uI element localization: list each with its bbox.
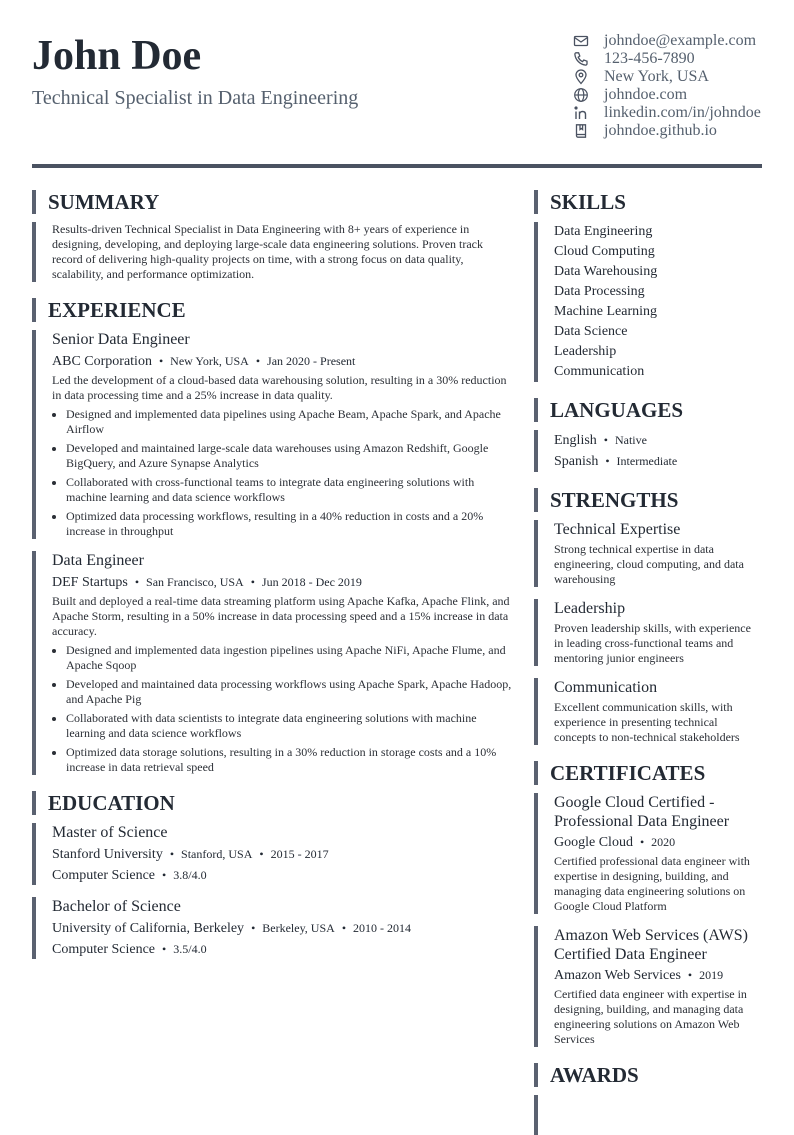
- job-dates: Jun 2018 - Dec 2019: [261, 575, 362, 589]
- certificate-issuer: Google Cloud: [554, 835, 633, 850]
- awards-heading: AWARDS: [534, 1063, 762, 1087]
- summary-block: [32, 222, 512, 282]
- certificate-issuer: Amazon Web Services: [554, 968, 681, 983]
- skill-item: Machine Learning: [554, 304, 658, 319]
- skill-item: Data Engineering: [554, 224, 653, 239]
- school-location: Stanford, USA: [181, 847, 253, 861]
- contact-linkedin-text[interactable]: linkedin.com/in/johndoe: [604, 104, 761, 121]
- github-icon: [572, 122, 590, 140]
- certificate-entry: [534, 926, 762, 1047]
- job-bullet: • Collaborated with data scientists to integrate data engineering solutions with machine learning and data science workflows: [66, 711, 512, 741]
- language-item: Spanish • Intermediate: [554, 454, 678, 469]
- globe-icon: [572, 86, 590, 104]
- certificate-text: Certified data engineer with expertise in designing, building, and managing data engineering solutions on Amazon Web Services: [554, 987, 747, 1046]
- contact-linkedin[interactable]: [572, 104, 794, 122]
- job-meta: DEF Startups • San Francisco, USA • Jun 2018 - Dec 2019: [52, 575, 362, 590]
- job-summary: Led the development of a cloud-based data warehousing solution, resulting in a 30% reduction in data processing time and a 25% increase in data quality.: [52, 373, 507, 402]
- job-bullet: • Optimized data processing workflows, resulting in a 40% reduction in costs and a 20% increase in throughput: [66, 509, 512, 539]
- skill-item: Communication: [554, 364, 645, 379]
- job-bullets: [52, 643, 512, 775]
- strength-text: Excellent communication skills, with experience in presenting technical concepts to non-technical stakeholders: [554, 700, 740, 744]
- contact-location-text: New York, USA: [604, 68, 709, 85]
- certificate-title: Google Cloud Certified - Professional Data Engineer: [554, 794, 730, 830]
- job-company: DEF Startups: [52, 575, 128, 590]
- school-location: Berkeley, USA: [262, 921, 335, 935]
- location-pin-icon: [572, 68, 590, 86]
- education-heading: EDUCATION: [32, 791, 512, 815]
- certificate-entry: [534, 793, 762, 914]
- job-location: San Francisco, USA: [146, 575, 244, 589]
- gpa: 3.5/4.0: [173, 942, 207, 956]
- contact-website-text[interactable]: johndoe.com: [604, 86, 688, 103]
- school: University of California, Berkeley: [52, 921, 245, 936]
- language-name: Spanish: [554, 454, 599, 469]
- field-of-study: Computer Science: [52, 942, 156, 957]
- job-bullet: • Optimized data storage solutions, resulting in a 30% reduction in storage costs and a 10% increase in data retrieval speed: [66, 745, 512, 775]
- skill-item: Data Processing: [554, 284, 645, 299]
- experience-heading: EXPERIENCE: [32, 298, 512, 322]
- education-meta: University of California, Berkeley • Berkeley, USA • 2010 - 2014: [52, 921, 412, 936]
- job-bullet: • Designed and implemented data pipelines using Apache Beam, Apache Spark, and Apache Airflow: [66, 407, 512, 437]
- languages-block: [534, 430, 762, 472]
- strength-title: Leadership: [554, 600, 626, 617]
- resume-header: [32, 30, 762, 150]
- certificate-year: 2020: [651, 835, 676, 849]
- language-name: English: [554, 433, 597, 448]
- skill-item: Data Science: [554, 324, 628, 339]
- certificate-meta: Amazon Web Services • 2019: [554, 968, 724, 983]
- contact-github[interactable]: [572, 122, 794, 140]
- contact-email[interactable]: [572, 32, 794, 50]
- strength-entry: [534, 678, 762, 745]
- strength-title: Communication: [554, 679, 658, 696]
- phone-icon: [572, 50, 590, 68]
- strength-text: Proven leadership skills, with experience in leading cross-functional teams and mentoring junior engineers: [554, 621, 751, 665]
- job-dates: Jan 2020 - Present: [267, 354, 356, 368]
- skill-item: Cloud Computing: [554, 244, 655, 259]
- job-bullet: • Designed and implemented data ingestion pipelines using Apache NiFi, Apache Flume, and Apache Sqoop: [66, 643, 512, 673]
- certificate-text: Certified professional data engineer with expertise in designing, building, and managing data engineering solutions on Google Cloud Platform: [554, 854, 750, 913]
- skill-item: Leadership: [554, 344, 617, 359]
- language-level: Intermediate: [616, 454, 678, 468]
- experience-entry: [32, 330, 512, 539]
- strength-text: Strong technical expertise in data engineering, cloud computing, and data warehousing: [554, 542, 744, 586]
- job-bullets: [52, 407, 512, 539]
- job-company: ABC Corporation: [52, 354, 152, 369]
- education-entry: [32, 897, 512, 959]
- candidate-name: John Doe: [32, 33, 202, 79]
- contact-list: [572, 32, 794, 140]
- job-title: Data Engineer: [52, 552, 144, 569]
- summary-heading: SUMMARY: [32, 190, 512, 214]
- skill-item: Data Warehousing: [554, 264, 658, 279]
- certificate-year: 2019: [699, 968, 724, 982]
- job-meta: ABC Corporation • New York, USA • Jan 2020 - Present: [52, 354, 356, 369]
- contact-website[interactable]: [572, 86, 794, 104]
- education-field-row: Computer Science • 3.5/4.0: [52, 942, 207, 957]
- education-entry: [32, 823, 512, 885]
- certificates-heading: CERTIFICATES: [534, 761, 762, 785]
- strength-entry: [534, 599, 762, 666]
- awards-block: [534, 1095, 762, 1135]
- linkedin-icon: [572, 104, 590, 122]
- contact-github-text[interactable]: johndoe.github.io: [604, 122, 717, 139]
- candidate-title: Technical Specialist in Data Engineering: [32, 87, 359, 109]
- summary-text: Results-driven Technical Specialist in Data Engineering with 8+ years of experience in designing, developing, and deploying large-scale data engineering solutions. Proven track record of delivering high-quality projects on time, with a strong focus on data quality, scalability, and performance optimization.: [52, 222, 483, 281]
- education-dates: 2010 - 2014: [353, 921, 412, 935]
- languages-heading: LANGUAGES: [534, 398, 762, 422]
- job-bullet: • Developed and maintained large-scale data warehouses using Amazon Redshift, Google BigQuery, and Azure Synapse Analytics: [66, 441, 512, 471]
- job-summary: Built and deployed a real-time data streaming platform using Apache Kafka, Apache Flink, and Apache Storm, resulting in a 50% increase in data processing speed and a 15% increase in data accuracy.: [52, 594, 510, 638]
- contact-phone[interactable]: [572, 50, 794, 68]
- side-column: [534, 190, 762, 1135]
- contact-location: [572, 68, 794, 86]
- degree: Master of Science: [52, 824, 168, 841]
- gpa: 3.8/4.0: [173, 868, 207, 882]
- mail-icon: [572, 32, 590, 50]
- language-item: English • Native: [554, 433, 647, 448]
- degree: Bachelor of Science: [52, 898, 181, 915]
- education-meta: Stanford University • Stanford, USA • 2015 - 2017: [52, 847, 329, 862]
- contact-email-text[interactable]: johndoe@example.com: [604, 32, 757, 49]
- education-field-row: Computer Science • 3.8/4.0: [52, 868, 207, 883]
- strengths-heading: STRENGTHS: [534, 488, 762, 512]
- strength-title: Technical Expertise: [554, 521, 681, 538]
- job-title: Senior Data Engineer: [52, 331, 190, 348]
- skills-block: [534, 222, 762, 382]
- certificate-meta: Google Cloud • 2020: [554, 835, 676, 850]
- job-bullet: • Developed and maintained data processing workflows using Apache Spark, Apache Hadoop, and Apache Pig: [66, 677, 512, 707]
- school: Stanford University: [52, 847, 163, 862]
- header-divider: [32, 164, 762, 168]
- field-of-study: Computer Science: [52, 868, 156, 883]
- job-location: New York, USA: [170, 354, 249, 368]
- education-dates: 2015 - 2017: [270, 847, 329, 861]
- strength-entry: [534, 520, 762, 587]
- language-level: Native: [614, 433, 647, 447]
- certificate-title: Amazon Web Services (AWS) Certified Data Engineer: [554, 927, 748, 963]
- contact-phone-text[interactable]: 123-456-7890: [604, 50, 695, 67]
- skills-heading: SKILLS: [534, 190, 762, 214]
- experience-entry: [32, 551, 512, 775]
- main-column: [32, 190, 512, 971]
- job-bullet: • Collaborated with cross-functional teams to integrate data engineering solutions with machine learning and data science workflows: [66, 475, 512, 505]
